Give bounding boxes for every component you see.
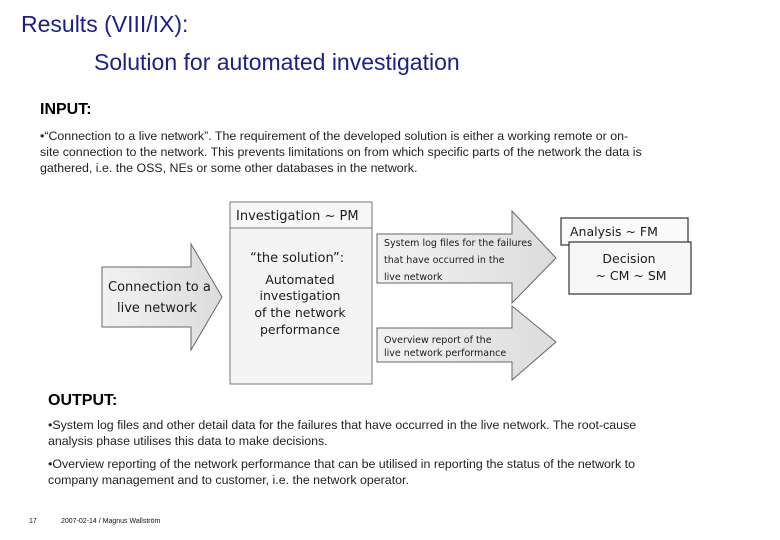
solution-line-1: Automated [265,272,335,287]
overview-report-line-2: live network performance [384,348,507,359]
solution-line-2: investigation [259,288,341,303]
input-line-1: •“Connection to a live network”. The requirement of the developed solution is either a working remote or on- [40,129,629,143]
solution-line-4: performance [259,322,341,337]
footer-date-author: 2007-02-14 / Magnus Wallström [61,518,161,525]
overview-report-line-1: Overview report of the [384,335,492,346]
output-bullet-2-line-2: company management and to customer, i.e. the network operator. [48,473,409,488]
slide-title-line-2: Solution for automated investigation [94,49,460,75]
input-heading: INPUT: [40,101,92,118]
output-bullet-1 [48,417,636,449]
page-number: 17 [29,518,37,525]
output-heading: OUTPUT: [48,392,118,409]
connection-label-line-2: live network [117,301,197,316]
analysis-title: Analysis ~ FM [570,224,658,239]
decision-line-2: ~ CM ~ SM [595,268,667,283]
connection-arrow [102,244,222,350]
slide-title-line-1: Results (VIII/IX): [21,11,189,37]
connection-label-line-1: Connection to a [108,280,211,295]
input-line-3: gathered, i.e. the OSS, NEs or some other databases in the network. [40,161,418,176]
input-line-2: site connection to the network. This prevents limitations on from which specific parts of the network the data is [40,145,642,160]
output-bullet-1-line-1: •System log files and other detail data for the failures that have occurred in the live network. The root-cause [48,418,637,432]
output-bullet-2 [48,456,635,488]
solution-line-3: of the network [254,305,346,320]
log-files-line-2: that have occurred in the [384,255,505,266]
decision-line-1: Decision [602,251,656,266]
log-files-line-3: live network [384,272,443,283]
log-files-line-1: System log files for the failures [384,238,533,249]
solution-label: “the solution”: [250,251,345,266]
output-bullet-1-line-2: analysis phase utilises this data to make decisions. [48,434,328,449]
investigation-title: Investigation ~ PM [236,209,359,224]
output-bullet-2-line-1: •Overview reporting of the network performance that can be utilised in reporting the status of the network to [48,457,636,471]
